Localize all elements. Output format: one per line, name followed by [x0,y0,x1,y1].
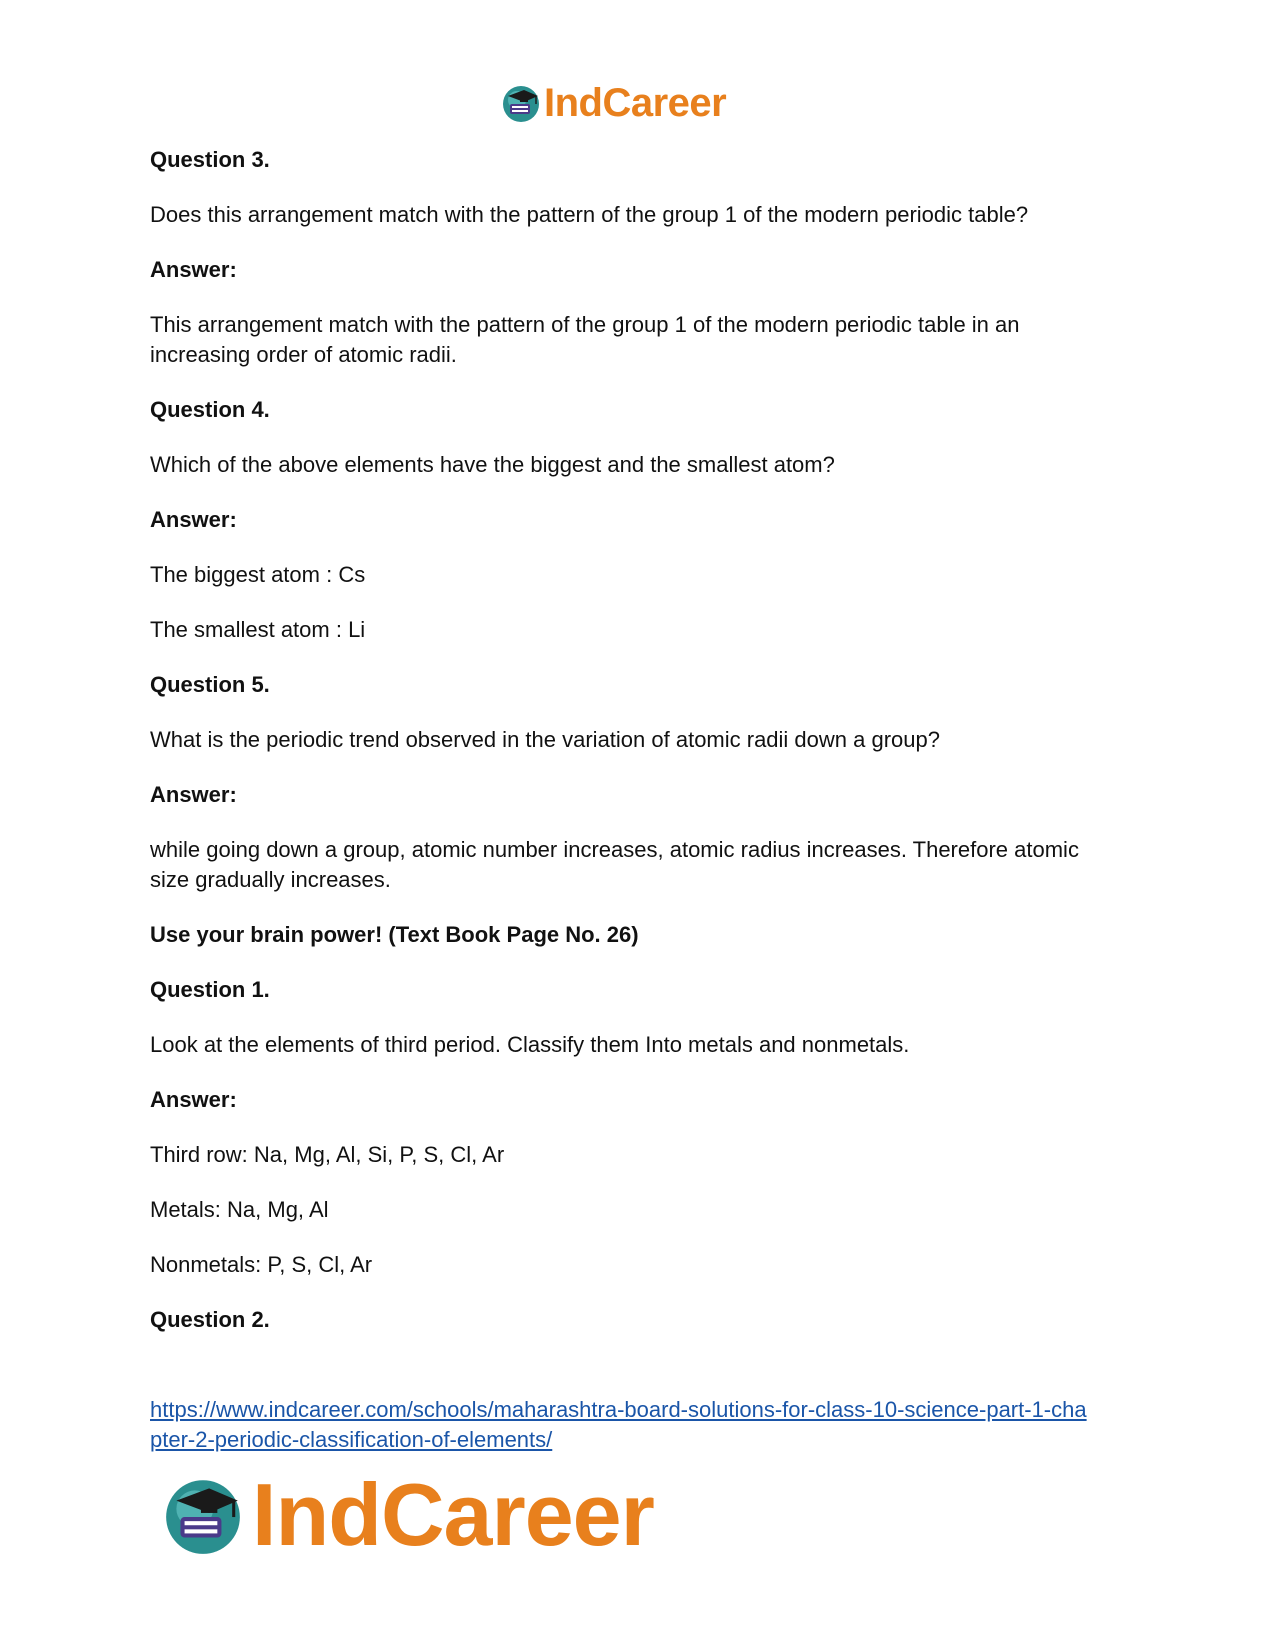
question-4-answer-biggest: The biggest atom : Cs [150,562,366,587]
question-3-answer-label: Answer: [150,257,237,282]
header-logo-text: IndCareer [544,81,727,125]
source-url-line2[interactable]: pter-2-periodic-classification-of-elements/ [150,1427,553,1452]
section-question-2-label: Question 2. [150,1307,270,1332]
graduation-cap-globe-icon [500,82,542,124]
question-3-answer-line2: increasing order of atomic radii. [150,342,457,367]
document-body [150,145,1130,1335]
section-question-1-answer-label: Answer: [150,1087,237,1112]
question-3-text: Does this arrangement match with the pattern of the group 1 of the modern periodic table? [150,202,1029,227]
source-url-link[interactable] [150,1395,1150,1455]
question-4-text: Which of the above elements have the biggest and the smallest atom? [150,452,835,477]
question-5-text: What is the periodic trend observed in the variation of atomic radii down a group? [150,727,940,752]
section-question-1-text: Look at the elements of third period. Classify them Into metals and nonmetals. [150,1032,910,1057]
question-4-answer-label: Answer: [150,507,237,532]
question-3-answer-line1: This arrangement match with the pattern of the group 1 of the modern periodic table in an [150,312,1020,337]
graduation-cap-globe-icon [160,1472,246,1558]
question-5-answer-label: Answer: [150,782,237,807]
section-question-1-nonmetals: Nonmetals: P, S, Cl, Ar [150,1252,373,1277]
section-heading: Use your brain power! (Text Book Page No. 26) [150,922,639,947]
question-3-label: Question 3. [150,147,270,172]
question-5-label: Question 5. [150,672,270,697]
footer-logo [160,1465,654,1564]
question-4-answer-smallest: The smallest atom : Li [150,617,366,642]
section-question-1-metals: Metals: Na, Mg, Al [150,1197,329,1222]
source-url-line1[interactable]: https://www.indcareer.com/schools/maharashtra-board-solutions-for-class-10-science-part-1-cha [150,1397,1087,1422]
section-question-1-label: Question 1. [150,977,270,1002]
header-logo [500,80,726,126]
question-5-answer-line1: while going down a group, atomic number increases, atomic radius increases. Therefore atomic [150,837,1079,862]
question-4-label: Question 4. [150,397,270,422]
section-question-1-third-row: Third row: Na, Mg, Al, Si, P, S, Cl, Ar [150,1142,505,1167]
question-5-answer-line2: size gradually increases. [150,867,391,892]
footer-logo-text: IndCareer [252,1465,654,1564]
